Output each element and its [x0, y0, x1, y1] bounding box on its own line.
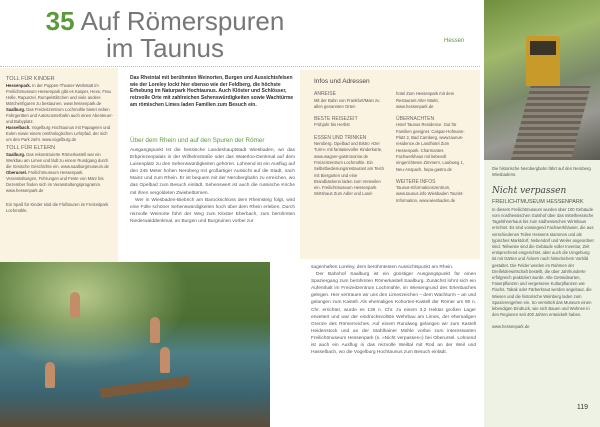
paragraph: sagenhaften Loreley, dem berühmtesten Aussichtspunkt am Rhein.	[311, 265, 454, 270]
paragraph: Ausgangspunkt ist die hessische Landeshauptstadt Wiesbaden, wo das Erbprinzenpalais in der Wilhelmstraße oder das Waterloo-Denkmal auf dem Luisenplatz zu den Sehenswürdigkeiten gehören. Lohnend ist ein Ausflug auf den 245 Meter hohen Neroberg mit großartiger Aussicht auf die Stadt, nach Mainz und zum Rhein. Er ist bequem mit der Nerobergbahn zu erreichen, wo das Opelbad zum Besuch einlädt. Sehenswert ist auch die russische Kirche mit ihren vergoldeten Zwiebeltürmen.	[130, 148, 295, 196]
tip: Hasselbach. Vogelburg Hochtaunus mit Papageien und Eulen sowie einem ornithologischen Lehrpfad, der sich um den Park zieht. www.vogelburg.de	[6, 125, 111, 142]
kids-heading: TOLL FÜR KINDER	[6, 76, 55, 82]
paragraph: Wer in Wiesbaden-Biebrich am Barockschloss dem Rheinsteig folgt, wird eine Fülle schöner Sehenswürdigkeiten hoch über dem Rhein erleben. Durch reizvolle Weinorte führt der Weg zum Kloster Eberbach, zum berühmten Niederwalddenkmal, an Burgen und Burgruinen vorbei zur	[130, 197, 295, 224]
divider	[0, 66, 480, 67]
tip: Oberursel. Freilichtmuseum Hessenpark. Veranstaltungen, Führungen und Feste von März bis Dezember finden sich im Veranstaltungsprogramm. www.hessenpark.de	[6, 170, 104, 193]
body-text-continued	[311, 264, 476, 356]
tips-sidebar	[0, 68, 118, 262]
info-box	[300, 70, 480, 259]
highlight-text: In diesem Freilichtmuseum wurden über 100 Gebäude vom nordhessischen Gutshof über das mittelhessische Tagelöhnerhaus bis zum südhessischen Wirtshaus errichtet. Es sind vorwiegend Fachwerkhäuser, die aus verschiedenen Teilen Hessens stammen und als typisches Marktdorf, Nebendorf und Weiler angeordnet sind. Teilweise sind die Gebäude voller Inventar, Zeit entsprechend eingerichtet, aber auch die Umgebung ist mit Gärten und Äckern nach historischem Vorbild gestaltet. Die Felder werden im Rahmen der Dreifelderwirtschaft bestellt, die über Jahrhunderte erfolgreich praktiziert wurde. Alte Getreidearten, Faserpflanzen und vergessene Kulturpflanzen wie Flachs, Tabak oder Färberkraut werden angebaut, die Wiesen und die historische Weinberg laden zum Spazierengehen ein. So vermittelt das Museum einen lebendigen Eindruck, wie sich Bauen und Wohnen in den Regionen seit 400 Jahren entwickelt haben.	[492, 206, 594, 318]
info-heading: ÜBERNACHTEN	[396, 116, 435, 123]
tip: Saalburg. Das Freizeitzentrum Lochmühle bietet neben Fahrgeräten und Autoscooterbahn auch einen Abenteuer- und Babyplatz.	[6, 107, 113, 124]
info-text: Mit der Bahn von Frankfurt/Main zu allen genannten Orten	[314, 97, 380, 109]
tip: Hessenpark. In der Puppen-Theater-Werkstatt im Freilichtmuseum Hessenpark gibt es Kasper, Hexe, Frau Holle, Rapunzel, Rumpelstilzchen und viele andere Märchenfiguren zu bestaunen. www.hessenpark.de	[6, 83, 111, 106]
info-text: Taunus-Informationszentrum, www.taunus.info Wiesbaden Tourist-Information, www.wiesbaden.de	[396, 185, 464, 203]
parents-heading: TOLL FÜR ELTERN	[6, 145, 56, 151]
page-title	[40, 8, 290, 62]
info-heading: WEITERE INFOS	[396, 178, 436, 185]
photo-caption: Die historische Nerobergbahn fährt auf den Neroberg Wiesbadens.	[492, 166, 591, 178]
region-label: Hessen	[444, 38, 465, 44]
highlight-link[interactable]: www.hessenpark.de	[492, 324, 530, 330]
photo-children-rafting	[0, 262, 270, 427]
chapter-title: Auf Römerspuren im Taunus	[80, 6, 285, 63]
highlight-box	[484, 160, 600, 427]
tip: Saalburg. Das rekonstruierte Römerkastell war ein Werkbau am Limes und lädt zu einem Rundgang durch die römische Geschichte ein. www.saalburgmuseum.de	[6, 152, 109, 169]
info-text: Hotel Taunus Residence. Gut für Familien geeignet. Caspar-Hofmann-Platz 2, Bad Camberg, www.taunus-residence.de Landhotel Zum Hessenpark. Charmantes Fachwerkhaus mit liebevoll eingerichteten Zimmern, Laubweg 1, Neu-Anspach, hepa-gastro.de	[396, 122, 465, 172]
info-text: Neroberg. Opelbad und Bistro »Der Turm« mit fantasievoller Kinderkarte, www.wagner-gastronomie.de Freizeitzentrum Lochmühle. Ein Selbstbedienungsrestaurant am Teich mit Biergarten und eine Brandbäckerei laden zum Verweilen ein. Freilichtmuseum Hessenpark. Wirtshaus Zum Adler und Land-	[314, 141, 384, 197]
photo-nerobergbahn	[484, 0, 600, 160]
info-heading: ANREISE	[314, 91, 336, 98]
highlight-heading: FREILICHTMUSEUM HESSENPARK	[492, 198, 584, 205]
photo-caption: Ein Spaß für Kinder sind die Floßtouren im Freizeitpark Lochmühle.	[6, 202, 109, 213]
info-text: Frühjahr bis Herbst	[314, 122, 350, 128]
info-heading: ESSEN UND TRINKEN	[314, 134, 367, 141]
info-title: Infos und Adressen	[314, 78, 370, 85]
page-number: 119	[576, 404, 588, 411]
info-text: hotel Zum Hessenpark mit dem Restaurant Alter Markt, www.hessenpark.de	[396, 91, 455, 109]
lead-paragraph: Das Rheintal mit berühmten Weinorten, Burgen und Aussichtsfelsen wie der Loreley lockt hier ebenso wie der Feldberg, die höchste Erhebung im Naturpark Hochtaunus. Auch Klöster und Schlösser, reizvolle Orte mit zahlreichen Sehenswürdigkeiten sowie Wachtürme am römischen Limes laden Familien zum Besuch ein.	[130, 75, 294, 108]
chapter-number: 35	[45, 6, 75, 36]
paragraph: Der Bahnhof Saalburg ist ein günstiger Ausgangspunkt für einen Spaziergang zum berühmten Römerkastell Saalburg. Zunächst lohnt sich ein Aufenthalt im Freizeitzentrum Lochmühle, im Wiesengrund des Erlenbaches gelegen. Hier vertrauen wir uns den Limeszeichen – dem Wachturm – an und gelangen zum Kastell. Als ehemaliges Kohorten-Kastell der Römer um 90 n. Chr. errichtet, wurde es 135 n. Chr. zu einem 3,2 Hektar großen Lager erweitert und war der eindrucksvollste Wehrbau am Limes, der ehemaligen Grenze des Römerreiches. Auf einem Rundweg gelangen wir zum Kastell Heidenstock und an der Stahlhainer Mühle vorbei zum interessanten Freilichtmuseum Hessenpark (s. »Nicht verpassen«) bei Oberursel. Lohnend ist auch ein Ausflug in das reizvolle Weiltal mit Rod an der Weil und Hasselbach, wo die Vogelburg Hochtaunus zum Besuch einlädt.	[311, 272, 476, 356]
body-text	[130, 147, 295, 225]
info-heading: BESTE REISEZEIT	[314, 116, 358, 123]
subheading: Über dem Rhein und auf den Spuren der Römer	[130, 137, 265, 144]
not-to-miss-label: Nicht verpassen	[492, 186, 567, 197]
